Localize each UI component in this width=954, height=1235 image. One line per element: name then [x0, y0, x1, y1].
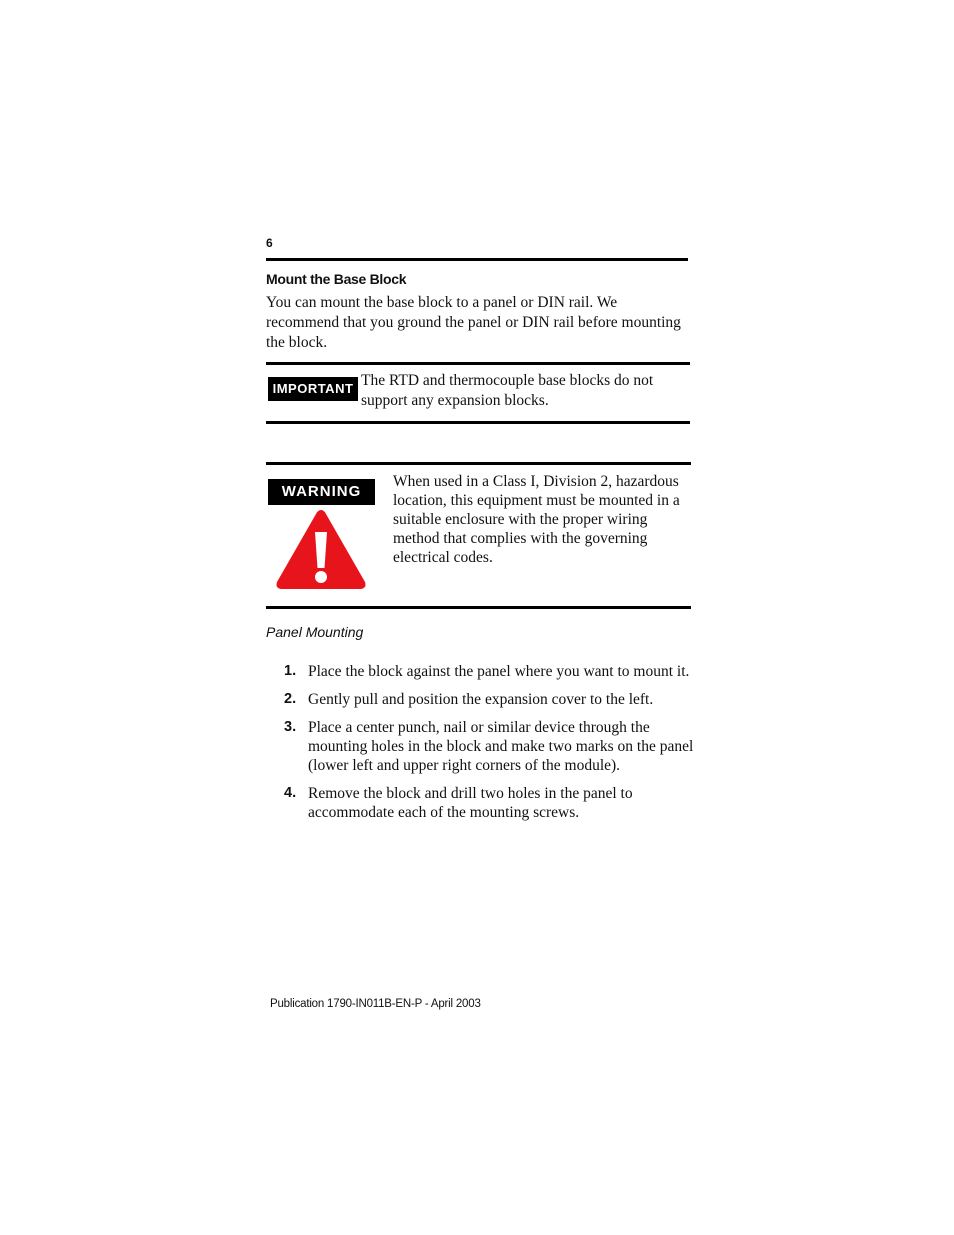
intro-paragraph: You can mount the base block to a panel or DIN rail. We recommend that you ground the panel or DIN rail before mounting the block.: [266, 294, 681, 351]
panel-mounting-heading: Panel Mounting: [266, 624, 364, 640]
panel-mounting-steps: [284, 662, 694, 831]
important-label: IMPORTANT: [268, 377, 358, 401]
step-item: [284, 662, 694, 681]
publication-footer: Publication 1790-IN011B-EN-P - April 2003: [270, 998, 481, 1010]
step-text: Place the block against the panel where you want to mount it.: [308, 663, 690, 680]
step-item: [284, 718, 694, 775]
page-number: 6: [266, 236, 273, 250]
section-heading: Mount the Base Block: [266, 271, 407, 287]
step-text: Gently pull and position the expansion cover to the left.: [308, 691, 654, 708]
step-number: 3.: [284, 719, 297, 735]
important-text: The RTD and thermocouple base blocks do not support any expansion blocks.: [361, 372, 654, 409]
step-item: [284, 690, 694, 709]
important-notice: [266, 362, 690, 424]
warning-triangle-icon: [275, 508, 367, 591]
warning-notice: [266, 462, 691, 609]
warning-label: WARNING: [268, 479, 375, 505]
warning-text: When used in a Class I, Division 2, hazardous location, this equipment must be mounted in a suitable enclosure with the proper wiring method that complies with the governing electrical codes.: [393, 473, 680, 566]
step-text: Remove the block and drill two holes in the panel to accommodate each of the mounting screws.: [308, 785, 633, 821]
step-text: Place a center punch, nail or similar device through the mounting holes in the block and make two marks on the panel (lower left and upper right corners of the module).: [308, 719, 694, 774]
step-number: 1.: [284, 663, 297, 679]
step-item: [284, 784, 694, 822]
step-number: 2.: [284, 691, 297, 707]
step-number: 4.: [284, 785, 297, 801]
header-rule: [266, 258, 688, 261]
